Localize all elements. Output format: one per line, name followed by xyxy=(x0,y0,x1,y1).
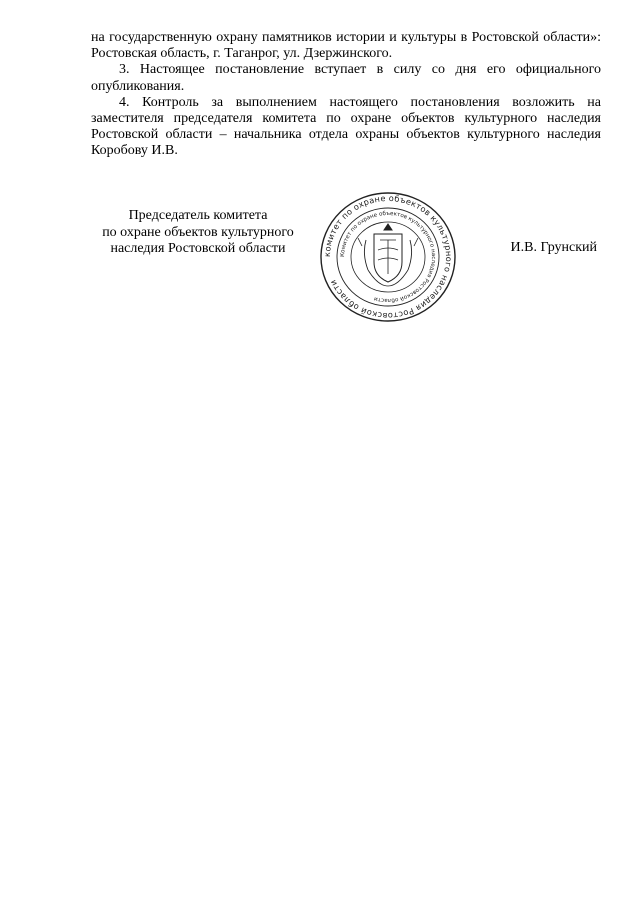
signer-position-line: наследия Ростовской области xyxy=(110,241,286,256)
document-body xyxy=(91,30,601,160)
official-seal xyxy=(318,190,458,325)
seal-inner-textpath: Комитет по охране объектов культурного наследия Ростовской области xyxy=(339,210,437,304)
paragraph-3: 3. Настоящее постановление вступает в силу со дня его официального опубликования. xyxy=(91,62,601,94)
signer-position-line: Председатель комитета xyxy=(128,208,268,223)
coat-of-arms-icon xyxy=(358,224,418,286)
paragraph-continuation: на государственную охрану памятников истории и культуры в Ростовской области»: Ростовская область, г. Таганрог, ул. Дзержинского. xyxy=(91,30,601,62)
signer-position-line: по охране объектов культурного xyxy=(102,224,294,240)
signer-position xyxy=(88,208,308,258)
signer-name: И.В. Грунский xyxy=(510,240,597,255)
paragraph-4: 4. Контроль за выполнением настоящего постановления возложить на заместителя председателя комитета по охране объектов культурного наследия Ростовской области – начальника отдела охраны объектов культурного наследия Коробову И.В. xyxy=(91,94,601,159)
seal-outer-textpath: комитет по охране объектов культурного наследия Ростовской области xyxy=(321,192,455,322)
